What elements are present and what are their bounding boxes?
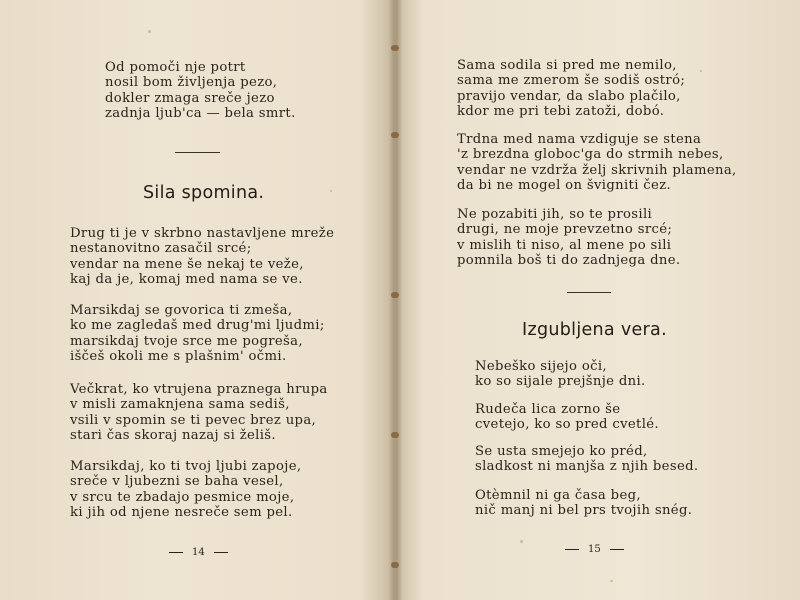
top-stanza — [105, 60, 296, 121]
stanza — [70, 459, 301, 520]
binding-stitch — [391, 292, 399, 298]
verse-line: vendar na mene še nekaj te veže, — [70, 256, 304, 272]
verse-line: Se usta smejejo ko préd, — [475, 444, 648, 459]
binding-stitch — [391, 562, 399, 568]
verse-line: drugi, ne moje prevzetno srcé; — [457, 222, 673, 238]
verse-line: sreče v ljubezni se baha vesel, — [70, 474, 284, 490]
verse-line: pravijo vendar, da slabo plačilo, — [457, 88, 681, 104]
page-number — [556, 544, 633, 555]
verse-line: Otèmnil ni ga časa beg, — [475, 488, 641, 503]
section-divider — [567, 292, 611, 293]
stanza — [475, 402, 659, 433]
stanza — [475, 488, 692, 519]
verse-line: sladkost ni manjša z njih besed. — [475, 459, 699, 475]
verse-line: Nebeško sijejo oči, — [475, 359, 607, 374]
page-number-text: 14 — [192, 547, 205, 558]
section-divider — [175, 152, 220, 153]
left-page — [0, 0, 392, 600]
stanza — [70, 226, 334, 287]
stanza — [457, 132, 737, 193]
verse-line: Od pomoči nje potrt — [105, 60, 246, 75]
verse-line: Ne pozabiti jih, so te prosili — [457, 207, 653, 222]
verse-line: marsikdaj tvoje srce me pogreša, — [70, 333, 303, 349]
verse-line: sama me zmerom še sodiš ostró; — [457, 73, 686, 89]
stanza — [457, 58, 685, 119]
verse-line: vsili v spomin se ti pevec brez upa, — [70, 412, 317, 428]
verse-line: Večkrat, ko vtrujena praznega hrupa — [70, 382, 328, 397]
stanza — [475, 359, 646, 390]
page-number — [160, 547, 237, 558]
stanza — [457, 207, 680, 268]
verse-line: nestanovitno zasačil srcé; — [70, 241, 252, 257]
verse-line: Trdna med nama vzdiguje se stena — [457, 132, 702, 147]
stanza — [70, 382, 328, 443]
stanza — [70, 303, 325, 364]
page-number-text: 15 — [588, 544, 601, 555]
right-page — [404, 0, 800, 600]
binding-stitch — [391, 432, 399, 438]
binding-stitch — [391, 45, 399, 51]
verse-line: iščeš okoli me s plašnim' očmi. — [70, 348, 287, 364]
poem-title: Izgubljena vera. — [522, 320, 667, 340]
verse-line: nič manj ni bel prs tvojih snég. — [475, 503, 693, 519]
verse-line: da bi ne mogel on švigniti čez. — [457, 177, 672, 193]
verse-line: ko so sijale prejšnje dni. — [475, 374, 646, 390]
stanza — [475, 444, 698, 475]
verse-line: Marsikdaj se govorica ti zmeša, — [70, 303, 293, 318]
verse-line: ki jih od njene nesreče sem pel. — [70, 504, 293, 520]
verse-line: zadnja ljub'ca — bela smrt. — [105, 105, 296, 121]
verse-line: Marsikdaj, ko ti tvoj ljubi zapoje, — [70, 459, 302, 474]
verse-line: ko me zagledaš med drug'mi ljudmi; — [70, 318, 325, 334]
verse-line: 'z brezdna globoc'ga do strmih nebes, — [457, 147, 724, 163]
verse-line: v misli zamaknjena sama sediš, — [70, 397, 290, 413]
verse-line: stari čas skoraj nazaj si želiš. — [70, 427, 276, 443]
verse-line: Rudeča lica zorno še — [475, 402, 621, 417]
poem-title: Sila spomina. — [143, 183, 265, 203]
verse-line: Drug ti je v skrbno nastavljene mreže — [70, 226, 335, 241]
verse-line: kaj da je, komaj med nama se ve. — [70, 271, 303, 287]
verse-line: nosil bom življenja pezo, — [105, 75, 278, 91]
verse-line: dokler zmaga sreče jezo — [105, 90, 275, 106]
verse-line: v srcu te zbadajo pesmice moje, — [70, 489, 295, 505]
verse-line: Sama sodila si pred me nemilo, — [457, 58, 677, 73]
verse-line: pomnila boš ti do zadnjega dne. — [457, 252, 681, 268]
verse-line: kdor me pri tebi zatoži, dobó. — [457, 103, 665, 119]
verse-line: vendar ne vzdrža želj skrivnih plamena, — [457, 162, 737, 178]
verse-line: cvetejo, ko so pred cvetlé. — [475, 417, 659, 433]
verse-line: v mislih ti niso, al mene po sili — [457, 237, 672, 253]
binding-stitch — [391, 132, 399, 138]
